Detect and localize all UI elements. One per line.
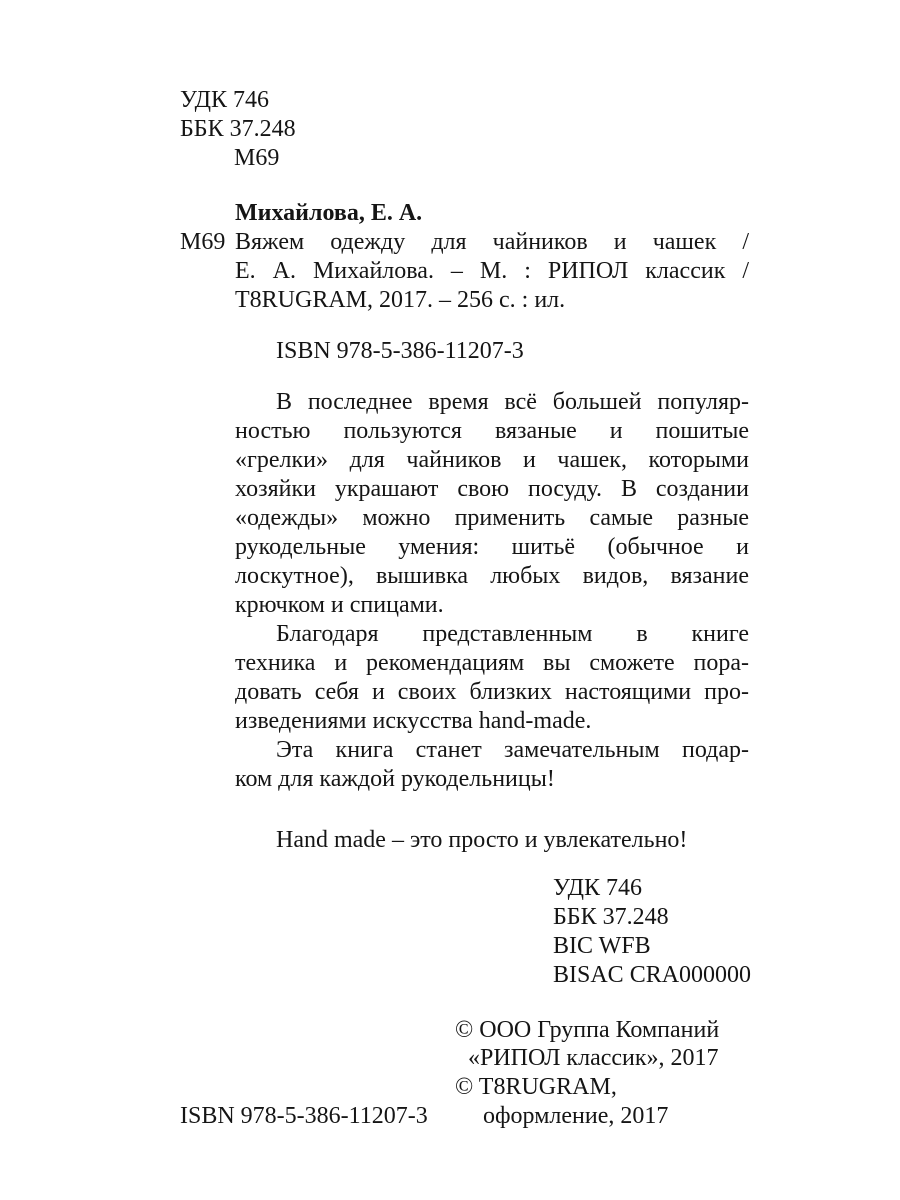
annotation-paragraph-3	[235, 736, 749, 794]
annotation-paragraph-2	[235, 620, 749, 736]
annotation-line: ком для каждой рукодельницы!	[235, 766, 555, 792]
isbn-line: ISBN 978-5-386-11207-3	[276, 338, 524, 364]
classification-block	[553, 874, 751, 990]
classification-code: УДК 746	[553, 875, 642, 901]
annotation-line: «грелки» для чайников и чашек, которыми	[235, 447, 749, 473]
annotation-line: изведениями искусства hand-made.	[235, 708, 592, 734]
footer-isbn: ISBN 978-5-386-11207-3	[180, 1103, 428, 1129]
classification-code: BIC WFB	[553, 933, 651, 959]
annotation-line: «одежды» можно применить самые разные	[235, 505, 749, 531]
author-heading: Михайлова, Е. А.	[235, 200, 423, 226]
copyright-line-2: «РИПОЛ классик», 2017	[468, 1045, 719, 1071]
annotation-line: Эта книга станет замечательным подар-	[276, 737, 749, 763]
annotation-line: ностью пользуются вязаные и пошитые	[235, 418, 749, 444]
bib-mark: М69	[180, 229, 226, 255]
classification-code: BISAC CRA000000	[553, 962, 752, 988]
annotation-line: Благодаря представленным в книге	[276, 621, 749, 647]
author-mark: М69	[234, 145, 280, 171]
bib-description-line-1: Вяжем одежду для чайников и чашек /	[235, 229, 749, 255]
bib-description-line-2: Е. А. Михайлова. – М. : РИПОЛ классик /	[235, 258, 749, 284]
annotation-line: В последнее время всё большей популяр-	[276, 389, 749, 415]
annotation-paragraph-1	[235, 388, 749, 620]
classification-code: ББК 37.248	[553, 904, 669, 930]
annotation-line: довать себя и своих близких настоящими про-	[235, 679, 749, 705]
annotation-line: рукодельные умения: шитьё (обычное и	[235, 534, 749, 560]
copyright-line-4: оформление, 2017	[483, 1103, 669, 1129]
annotation-line: лоскутное), вышивка любых видов, вязание	[235, 563, 749, 589]
annotation-line: крючком и спицами.	[235, 592, 444, 618]
slogan: Hand made – это просто и увлекательно!	[276, 827, 688, 853]
copyright-line-1: © ООО Группа Компаний	[455, 1017, 720, 1043]
bbk-code: ББК 37.248	[180, 116, 296, 142]
copyright-line-3: © T8RUGRAM,	[455, 1074, 617, 1100]
annotation-line: хозяйки украшают свою посуду. В создании	[235, 476, 749, 502]
bib-description-line-3: T8RUGRAM, 2017. – 256 с. : ил.	[235, 287, 566, 313]
udk-code: УДК 746	[180, 87, 269, 113]
annotation-line: техника и рекомендациям вы сможете пора-	[235, 650, 749, 676]
